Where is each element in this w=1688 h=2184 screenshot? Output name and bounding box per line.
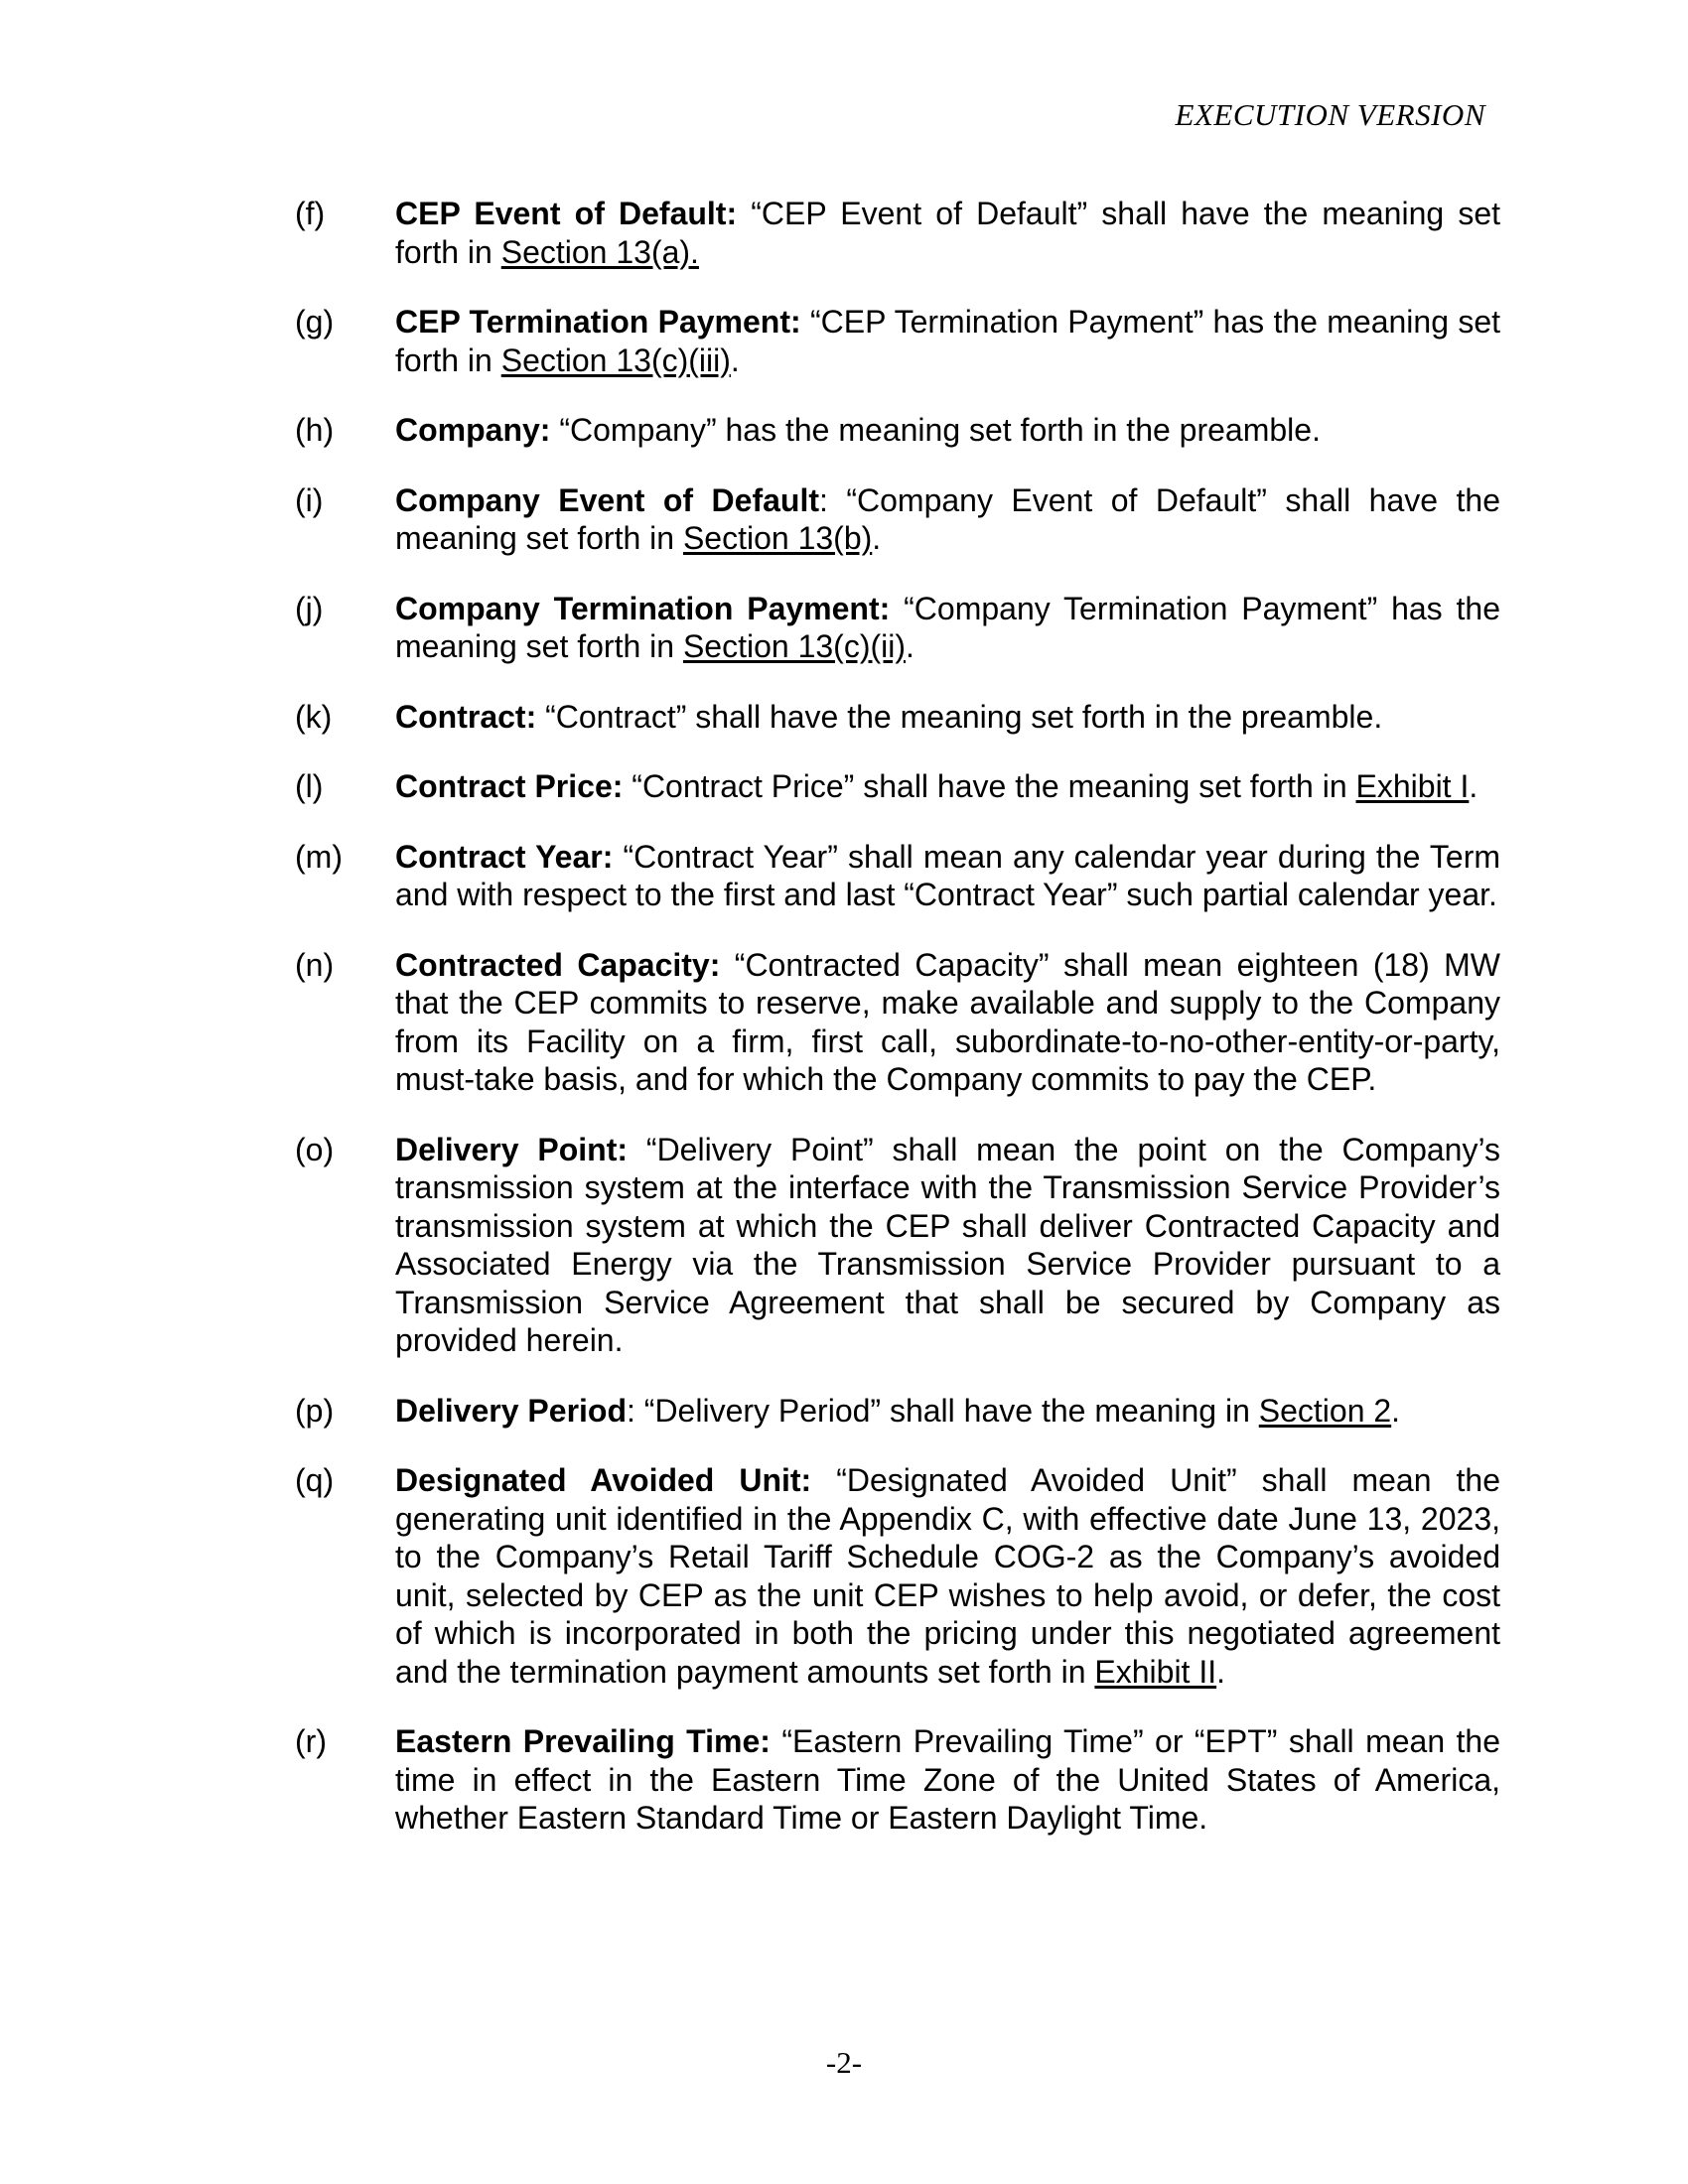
- document-version-header: EXECUTION VERSION: [1175, 97, 1485, 132]
- cross-reference-link[interactable]: Section 13(a).: [500, 233, 699, 270]
- definition-letter: (r): [295, 1723, 327, 1759]
- definition-text: “Contract Year” shall mean any calendar year during the Term and with respect to the first and last “Contract Year” such partial calendar year.: [395, 838, 1501, 912]
- definition-letter: (i): [295, 481, 324, 518]
- definition-letter: (k): [295, 698, 333, 735]
- definition-item: [295, 1461, 1500, 1691]
- definition-item: [295, 1131, 1500, 1360]
- definition-letter: (g): [295, 304, 335, 340]
- definition-item: [295, 767, 1500, 806]
- definition-item: [295, 481, 1500, 558]
- definition-letter: (l): [295, 768, 324, 804]
- definition-text: “Delivery Point” shall mean the point on the Company’s transmission system at the interface with the Transmission Service Provider’s transmission system at which the CEP shall deliver Contracted Capacity and Associated Energy via the Transmission Service Provider pursuant to a Transmission Service Agreement that shall be secured by Company as provided herein.: [395, 1131, 1501, 1358]
- definition-tail: .: [1469, 768, 1478, 804]
- definition-text: “Designated Avoided Unit” shall mean the generating unit identified in the Appendix C, with effective date June 13, 2023, to the Company’s Retail Tariff Schedule COG-2 as the Company’s avoided unit, selected by CEP as the unit CEP wishes to help avoid, or defer, the cost of which is incorporated in both the pricing under this negotiated agreement and the termination payment amounts set forth in: [395, 1462, 1501, 1690]
- definition-item: [295, 698, 1500, 737]
- definition-tail: .: [1391, 1392, 1401, 1429]
- definition-text: “Contract” shall have the meaning set forth in the preamble.: [536, 698, 1383, 735]
- definition-letter: (j): [295, 590, 324, 626]
- definition-letter: (o): [295, 1131, 335, 1167]
- definition-item: [295, 1722, 1500, 1838]
- definition-term: Eastern Prevailing Time:: [395, 1723, 771, 1759]
- definition-text: “Company” has the meaning set forth in the preamble.: [550, 412, 1321, 448]
- definition-term: Company Event of Default: [395, 481, 819, 518]
- definition-item: [295, 303, 1500, 379]
- definition-term: Delivery Point:: [395, 1131, 629, 1167]
- definition-item: [295, 946, 1500, 1099]
- definition-letter: (h): [295, 412, 335, 448]
- cross-reference-link[interactable]: Section 13(c)(iii): [500, 341, 731, 378]
- definition-term: Delivery Period: [395, 1392, 627, 1429]
- definition-text: : “Company Event of Default” shall have the meaning set forth in: [395, 481, 1501, 556]
- definition-item: [295, 195, 1500, 271]
- definition-text: “Company Termination Payment” has the meaning set forth in: [395, 590, 1501, 664]
- definition-tail: .: [730, 341, 740, 378]
- definition-term: Contract Price:: [395, 768, 624, 804]
- definition-letter: (p): [295, 1392, 335, 1429]
- cross-reference-link[interactable]: Exhibit II: [1094, 1653, 1217, 1690]
- definition-letter: (q): [295, 1462, 335, 1498]
- cross-reference-link[interactable]: Section 13(b): [682, 520, 873, 556]
- definition-tail: .: [872, 520, 882, 556]
- definition-term: Contract Year:: [395, 838, 614, 875]
- definition-letter: (f): [295, 196, 326, 231]
- definition-text: “Eastern Prevailing Time” or “EPT” shall mean the time in effect in the Eastern Time Zone of the United States of America, whether Eastern Standard Time or Eastern Daylight Time.: [395, 1723, 1501, 1836]
- definition-item: [295, 411, 1500, 450]
- definitions-list: [295, 195, 1500, 1869]
- definition-item: [295, 590, 1500, 666]
- definition-item: [295, 1392, 1500, 1431]
- cross-reference-link[interactable]: Exhibit I: [1355, 768, 1470, 804]
- definition-term: Contract:: [395, 698, 537, 735]
- definition-letter: (m): [295, 838, 343, 875]
- definition-term: CEP Termination Payment:: [395, 304, 801, 340]
- definition-term: Designated Avoided Unit:: [395, 1462, 812, 1498]
- definition-item: [295, 838, 1500, 914]
- definition-text: “CEP Event of Default” shall have the meaning set forth in: [395, 196, 1501, 270]
- definition-term: CEP Event of Default:: [395, 196, 738, 231]
- cross-reference-link[interactable]: Section 13(c)(ii): [682, 628, 906, 664]
- definition-tail: .: [1216, 1653, 1225, 1690]
- page-number: -2-: [825, 2045, 863, 2080]
- definition-text: “CEP Termination Payment” has the meaning set forth in: [395, 304, 1501, 378]
- definition-term: Company:: [395, 412, 551, 448]
- definition-term: Company Termination Payment:: [395, 590, 891, 626]
- definition-term: Contracted Capacity:: [395, 946, 721, 983]
- definition-text: “Contracted Capacity” shall mean eighteen (18) MW that the CEP commits to reserve, make available and supply to the Company from its Facility on a firm, first call, subordinate-to-no-other-entity-or-party, must-take basis, and for which the Company commits to pay the CEP.: [395, 946, 1501, 1097]
- definition-letter: (n): [295, 946, 335, 983]
- definition-text: : “Delivery Period” shall have the meaning in: [627, 1392, 1259, 1429]
- cross-reference-link[interactable]: Section 2: [1258, 1392, 1392, 1429]
- definition-tail: .: [906, 628, 914, 664]
- definition-text: “Contract Price” shall have the meaning set forth in: [623, 768, 1356, 804]
